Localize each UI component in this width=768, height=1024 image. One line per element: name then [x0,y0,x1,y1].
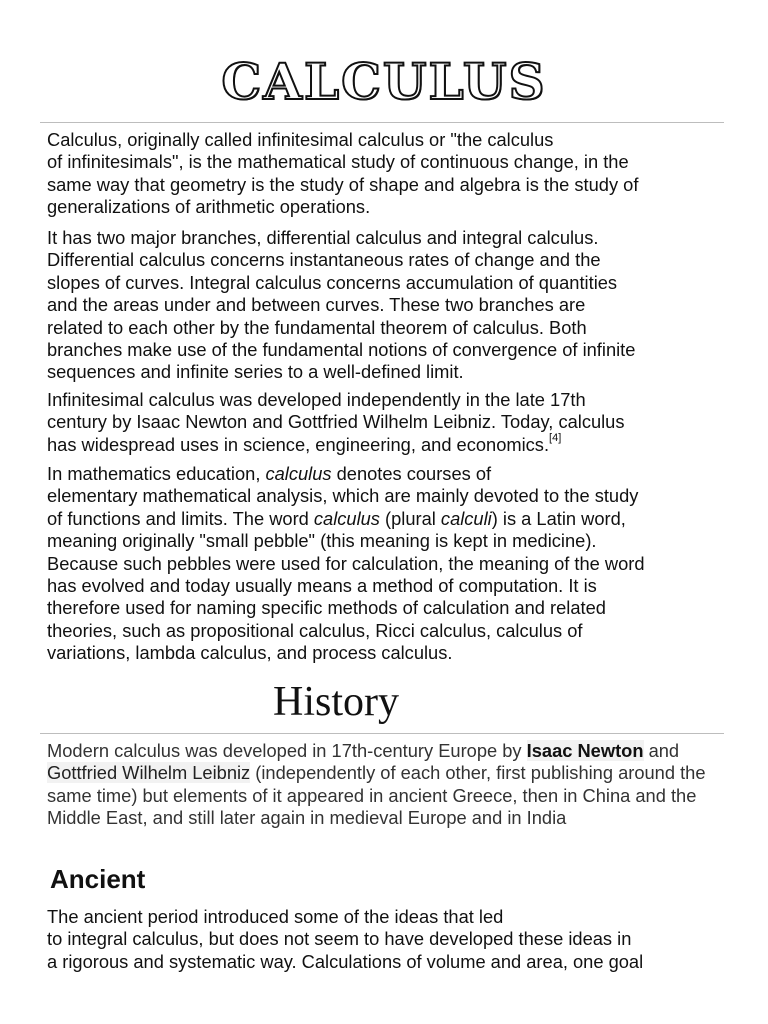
text-line: and the areas under and between curves. These two branches are [47,294,586,316]
text-line: has widespread uses in science, engineering, and economics. [47,433,550,455]
text-run: (plural [379,507,441,529]
text-run: and [643,740,680,761]
page-title: CALCULUS [221,52,547,111]
history-heading: History [273,679,399,725]
text-line: Differential calculus concerns instantaneous rates of change and the [47,249,601,271]
text-line: theories, such as propositional calculus, Ricci calculus, calculus of [47,619,583,641]
paragraph-intro [47,129,737,219]
text-line: has evolved and today usually means a method of computation. It is [47,575,597,597]
italic-term: calculi [440,507,492,529]
text-line: meaning originally "small pebble" (this meaning is kept in medicine). [47,530,597,552]
text-run: In mathematics education, [47,463,266,484]
text-line: The ancient period introduced some of the ideas that led [47,906,504,927]
text-line: sequences and infinite series to a well-defined limit. [47,361,464,383]
text-line: slopes of curves. Integral calculus concerns accumulation of quantities [47,271,618,293]
paragraph-education [47,463,737,665]
leibniz-link[interactable]: Gottfried Wilhelm Leibniz [47,762,251,784]
title-divider [40,122,724,123]
ancient-heading: Ancient [50,864,146,894]
text-line: It has two major branches, differential calculus and integral calculus. [47,227,599,248]
text-run: denotes courses of [331,463,492,484]
text-line: variations, lambda calculus, and process calculus. [47,642,453,664]
text-line: same way that geometry is the study of shape and algebra is the study of [47,173,639,195]
text-line: therefore used for naming specific methods of calculation and related [47,597,606,619]
history-paragraph [47,740,737,830]
text-line: century by Isaac Newton and Gottfried Wilhelm Leibniz. Today, calculus [47,411,625,433]
ancient-paragraph [47,906,737,973]
text-run: ) is a Latin word, [491,507,626,529]
text-run: of functions and limits. The word [47,507,314,529]
text-line: branches make use of the fundamental notions of convergence of infinite [47,339,636,361]
text-line: elementary mathematical analysis, which are mainly devoted to the study [47,485,639,507]
text-line: generalizations of arithmetic operations. [47,196,371,218]
text-line: to integral calculus, but does not seem to have developed these ideas in [47,928,632,950]
text-line: related to each other by the fundamental theorem of calculus. Both [47,316,587,338]
text-line: Calculus, originally called infinitesimal calculus or "the calculus [47,129,554,150]
text-run: (independently of each other, first publishing around the same time) but elements of it appeared in ancient Greece, then in China and the Middle East, and still later again in medieval Europe and in India [47,762,706,829]
text-run: Modern calculus was developed in 17th-century Europe by [47,740,527,761]
citation-link[interactable]: [4] [549,431,562,444]
text-line: a rigorous and systematic way. Calculations of volume and area, one goal [47,950,644,972]
history-divider [40,733,724,734]
paragraph-history-intro [47,389,737,456]
isaac-newton-link[interactable]: Isaac Newton [526,740,644,761]
italic-term: calculus [265,463,332,484]
text-line: Infinitesimal calculus was developed independently in the late 17th [47,389,586,410]
text-line: Because such pebbles were used for calculation, the meaning of the word [47,552,645,574]
text-line: of infinitesimals", is the mathematical study of continuous change, in the [47,151,629,173]
paragraph-branches [47,227,737,384]
italic-term: calculus [313,507,380,529]
